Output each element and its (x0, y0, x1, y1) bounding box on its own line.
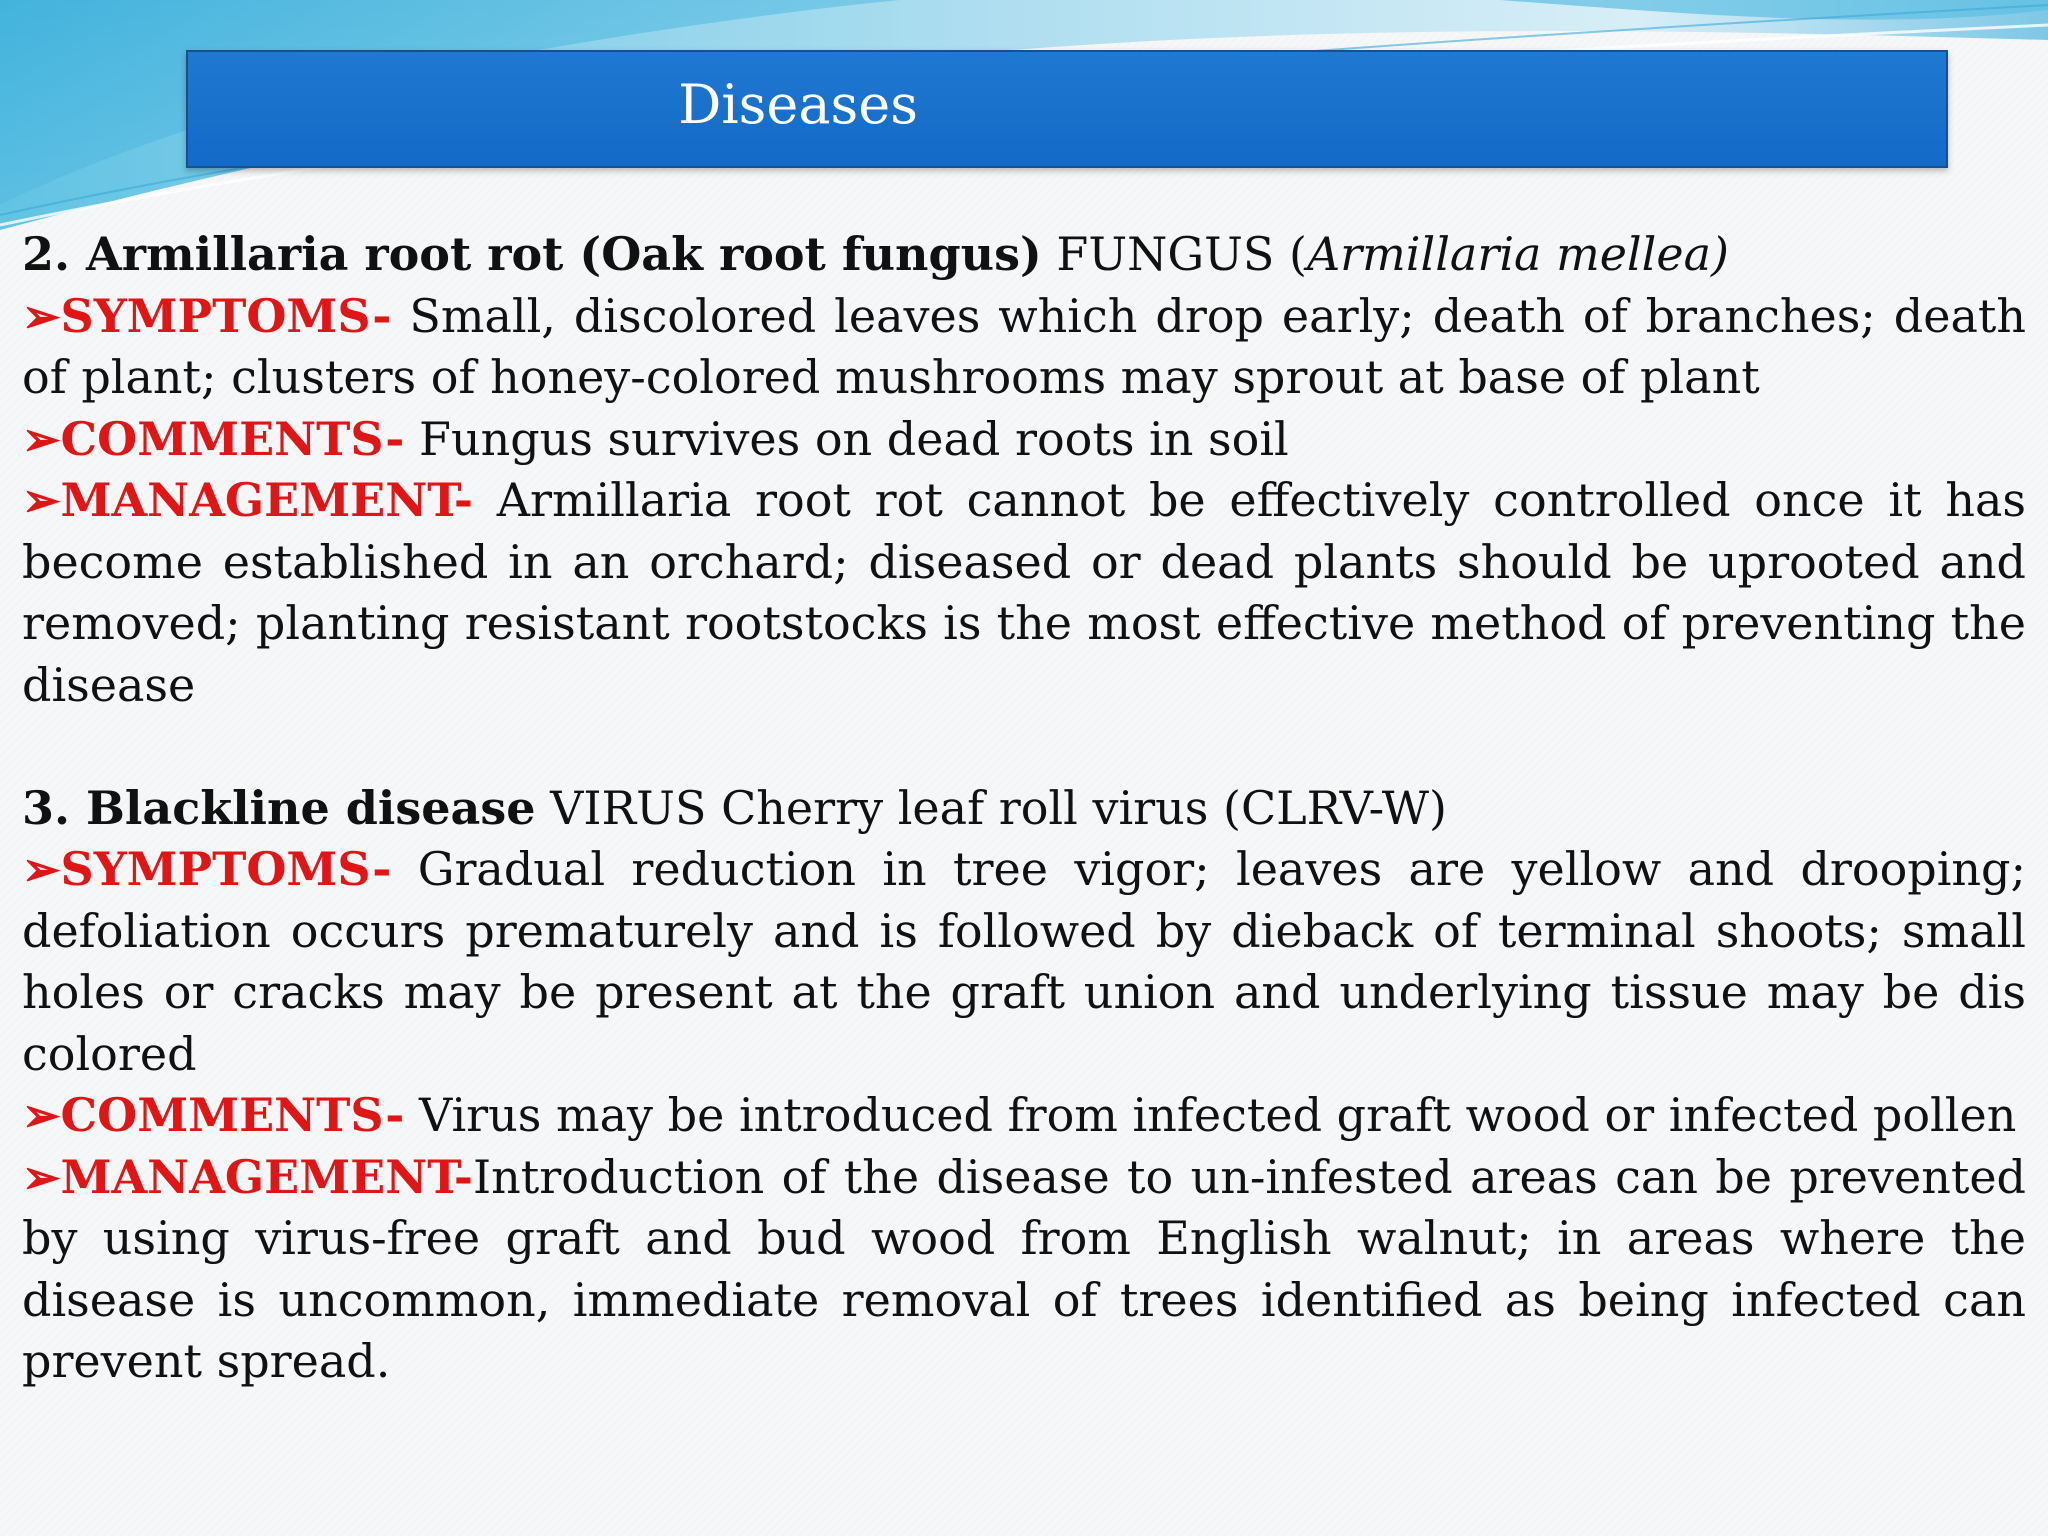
section-3-heading-line (22, 778, 2026, 840)
bullet-arrow-icon: ➢ (22, 1149, 61, 1204)
section-2-type: FUNGUS ( (1041, 227, 1307, 281)
section-2-symptoms (22, 286, 2026, 409)
section-spacer (22, 716, 2026, 778)
section-2-management (22, 470, 2026, 716)
section-2-symptoms-text: Small, discolored leaves which drop early; death of branches; death of plant; clusters of honey-colored mushrooms may sprout at base of plant (22, 288, 2026, 404)
section-2-comments (22, 409, 2026, 471)
slide-title: Diseases (678, 73, 918, 136)
section-2-symptoms-label: SYMPTOMS- (60, 288, 392, 343)
bullet-arrow-icon: ➢ (22, 473, 61, 527)
bullet-arrow-icon: ➢ (22, 288, 61, 343)
section-3-comments-text: Virus may be introduced from infected graft wood or infected pollen (404, 1088, 2017, 1142)
section-3-management-text: Introduction of the disease to un-infested areas can be prevented by using virus-free graft and bud wood from English walnut; in areas where the disease is uncommon, immediate removal of trees identified as being infected can prevent spread. (22, 1149, 2026, 1388)
section-3-symptoms (22, 839, 2026, 1085)
section-3-management-label: MANAGEMENT- (60, 1149, 473, 1204)
section-3-comments (22, 1085, 2026, 1147)
slide-content (22, 224, 2026, 1393)
bullet-arrow-icon: ➢ (22, 842, 61, 896)
section-3-symptoms-label: SYMPTOMS- (60, 842, 392, 896)
section-2-management-label: MANAGEMENT- (60, 473, 473, 527)
section-3-type: VIRUS Cherry leaf roll virus (CLRV-W) (535, 780, 1447, 835)
section-3-heading: 3. Blackline disease (22, 780, 536, 835)
bullet-arrow-icon: ➢ (22, 1088, 61, 1142)
section-2-scientific-name: Armillaria mellea) (1306, 227, 1729, 281)
bullet-arrow-icon: ➢ (22, 411, 61, 466)
section-2-comments-label: COMMENTS- (60, 411, 405, 466)
section-2-comments-text: Fungus survives on dead roots in soil (404, 411, 1289, 466)
section-3-symptoms-text: Gradual reduction in tree vigor; leaves are yellow and drooping; defoliation occurs prematurely and is followed by dieback of terminal shoots; small holes or cracks may be present at the graft union and underlying tissue may be dis colored (22, 842, 2026, 1081)
section-2-management-text: Armillaria root rot cannot be effectively controlled once it has become established in an orchard; diseased or dead plants should be uprooted and removed; planting resistant rootstocks is the most effective method of preventing the disease (22, 473, 2026, 712)
section-3-management (22, 1147, 2026, 1393)
section-2-heading-line (22, 224, 2026, 286)
section-3-comments-label: COMMENTS- (60, 1088, 405, 1142)
section-2-heading: 2. Armillaria root rot (Oak root fungus) (22, 227, 1042, 281)
